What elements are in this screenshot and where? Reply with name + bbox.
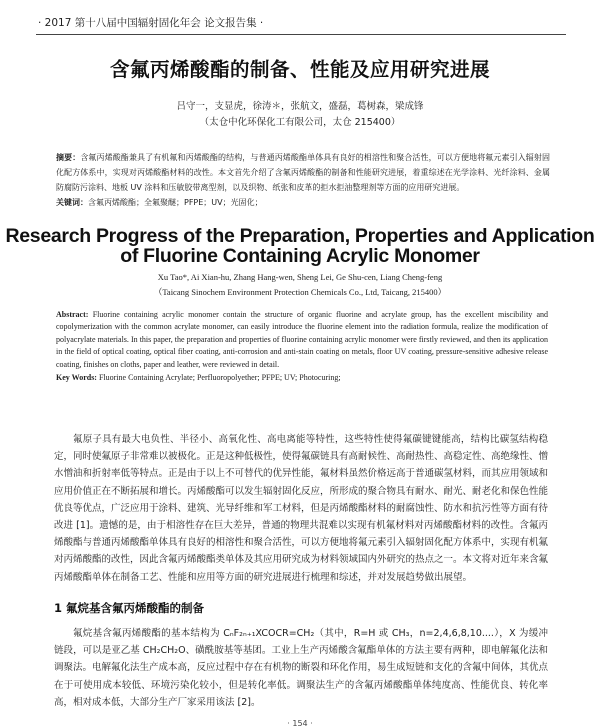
chinese-abstract [56,150,550,195]
english-affiliation: （Taicang Sinochem Environment Protection Chemicals Co., Ltd, Taicang, 215400） [153,287,447,297]
chinese-keywords-label: 关键词： [56,198,88,207]
english-title-line1: Research Progress of the Preparation, Properties and Application [5,225,595,247]
chinese-abstract-label: 摘要： [56,153,81,162]
running-header: · 2017 第十八届中国辐射固化年会 论文报告集 · [38,17,264,29]
section-1-paragraph: 氟烷基含氟丙烯酸酯的基本结构为 CₙF₂ₙ₊₁XCOCR=CH₂（其中，R=H 或 CH₃，n=2,4,6,8,10....），X 为缓冲链段，可以是亚乙基 CH₂CH₂O、磺酰胺基等基团。工业上生产丙烯酸含氟酯单体的方法主要有两种，即电解氟化法和调聚法。电解氟化法生产成本高，反应过程中存在有机物的断裂和环化作用，易生成短链和支化的含氟中间体，其优点在于可使用成本较低、环境污染化较小，但是转化率低。调聚法生产的含氟丙烯酸酯单体纯度高、性能优良、转化率高，相对成本低，大部分生产厂家采用该法 [2]。 [54,628,549,708]
section-1-heading: 1 氟烷基含氟丙烯酸酯的制备 [54,601,205,615]
header-rule [36,34,566,35]
chinese-title: 含氟丙烯酸酯的制备、性能及应用研究进展 [109,58,490,81]
chinese-keywords [56,196,550,210]
english-abstract-label: Abstract: [56,310,89,319]
english-keywords-text: Fluorine Containing Acrylate; Perfluoropolyether; PFPE; UV; Photocuring; [98,373,341,382]
english-keywords-label: Key Words: [56,373,97,382]
english-abstract [56,309,548,371]
english-keywords [56,372,548,384]
intro-paragraph: 氟原子具有最大电负性、半径小、高氧化性、高电离能等特性，这些特性使得氟碳键键能高，结构比碳氢结构稳定，同时使氟原子非常难以被极化。正是这种低极性，使得氟碳链具有高耐候性、高耐热性、高稳定性、高绝缘性、憎水憎油和折射率低等特点。正是由于以上不可替代的优异性能，氟材料虽然价格远高于普通碳氢材料，而其应用领域和应用价值正在不断拓展和增长。丙烯酸酯可以发生辐射固化反应，所形成的聚合物具有耐水、耐光、耐老化和保色性能优良等优点，广泛应用于涂料、建筑、光导纤维和军工材料，但是丙烯酸酯材料的耐腐蚀性、防水和抗污性等方面有待改进 [1]。遗憾的是，由于相溶性存在巨大差异，普通的物理共混难以实现有机氟材料对丙烯酸酯材料的改性。含氟丙烯酸酯与普通丙烯酸酯单体具有良好的相溶性和聚合活性，可以方便地将氟元素引入辐射固化配方体系中，实现有机氟对丙烯酸酯的改性，因此含氟丙烯酸酯类单体及其应用研究成为材料领域国内外研究的热点之一。本文将对近年来含氟丙烯酸酯单体在制备工艺、性能和应用等方面的研究进展进行梳理和综述，并对发展趋势做出展望。 [54,434,549,583]
chinese-keywords-text: 含氟丙烯酸酯；全氟聚醚；PFPE；UV；光固化； [88,198,263,207]
chinese-abstract-text: 含氟丙烯酸酯兼具了有机氟和丙烯酸酯的结构，与普通丙烯酸酯单体具有良好的相溶性和聚合活性，可以方便地将氟元素引入辐射固化配方体系中，实现对丙烯酸酯材料的改性。本文首先介绍了含氟丙烯酸酯的制备和性能研究进展，着重综述在光学涂料、光纤涂料、金属防腐防污涂料、地板 UV 涂料和压敏胶带离型剂，以及织物、纸张和皮革的拒水拒油整理剂等方面的应用研究进展。 [56,153,551,192]
english-title-line2: of Fluorine Containing Acrylic Monomer [120,245,480,267]
english-authors: Xu Tao*, Ai Xian-hu, Zhang Hang-wen, Sheng Lei, Ge Shu-cen, Liang Cheng-feng [157,272,443,282]
english-abstract-text: Fluorine containing acrylic monomer contain the structure of organic fluorine and acrylate group, has the excellent miscibility and copolymerization with the common acrylate monomer, can easily introduce the fluorine element into the radiation formula, realize the modification of polyacrylate materials. In this paper, the preparation and properties of fluorine containing acrylic monomer were firstly reviewed, and then its application in the field of optical coating, optical fiber coating, anti-corrosion and anti-stain coating on metals, floor UV coating, pressure-sensitive adhesive release coating, finishes on cloths, paper and leather, were reviewed in detail. [56,310,548,369]
chinese-authors: 吕守一，支显虎，徐涛＊，张航文，盛磊，葛树森，梁成锋 [176,101,424,112]
page-number: · 154 · [287,719,313,728]
chinese-affiliation: （太仓中化环保化工有限公司，太仓 215400） [199,117,401,128]
